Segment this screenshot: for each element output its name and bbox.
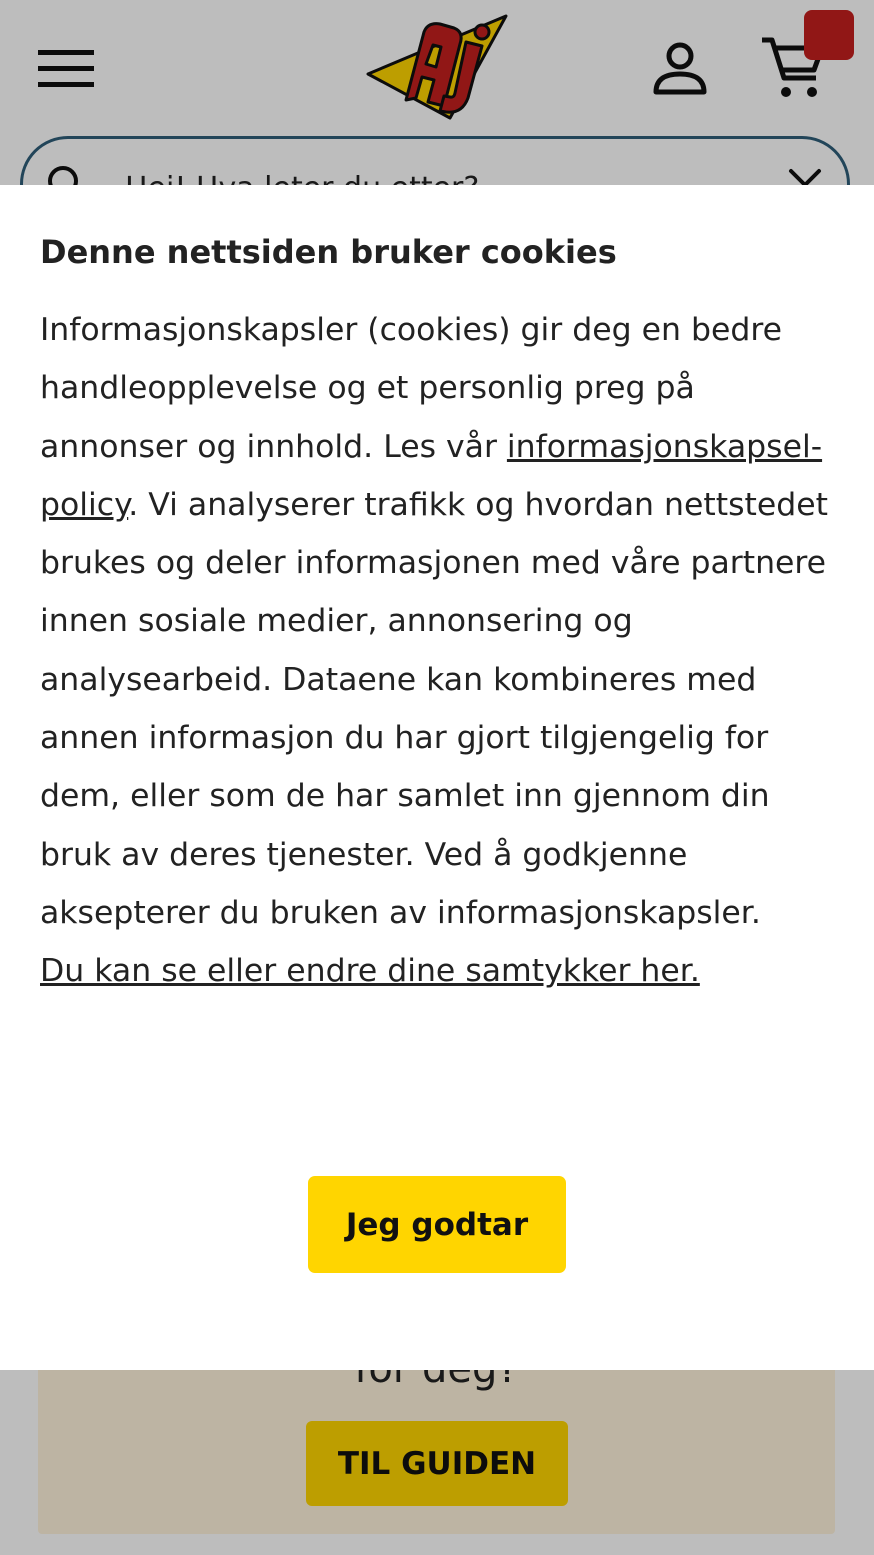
cookie-title: Denne nettsiden bruker cookies	[40, 233, 617, 271]
accept-cookies-button[interactable]: Jeg godtar	[308, 1176, 566, 1273]
consent-settings-link[interactable]: Du kan se eller endre dine samtykker her.	[40, 953, 700, 990]
cookie-description	[40, 301, 840, 1001]
cookie-text-intro: Informasjonskapsler (cookies) gir deg en bedre handleopplevelse og et personlig preg på annonser og innhold. Les vår	[40, 312, 783, 465]
cookie-text-details: . Vi analyserer trafikk og hvordan nettstedet brukes og deler informasjonen med våre partnere innen sosiale medier, annonsering og analysearbeid. Dataene kan kombineres med annen informasjon du har gjort tilgjengelig for dem, eller som de har samlet inn gjennom din bruk av deres tjenester. Ved å godkjenne aksepterer du bruken av informasjonskapsler.	[40, 486, 828, 931]
cookie-policy-link[interactable]: informasjonskapsel-policy	[40, 428, 823, 523]
cookie-consent-dialog	[0, 185, 874, 1370]
guide-button[interactable]: TIL GUIDEN	[306, 1421, 568, 1506]
